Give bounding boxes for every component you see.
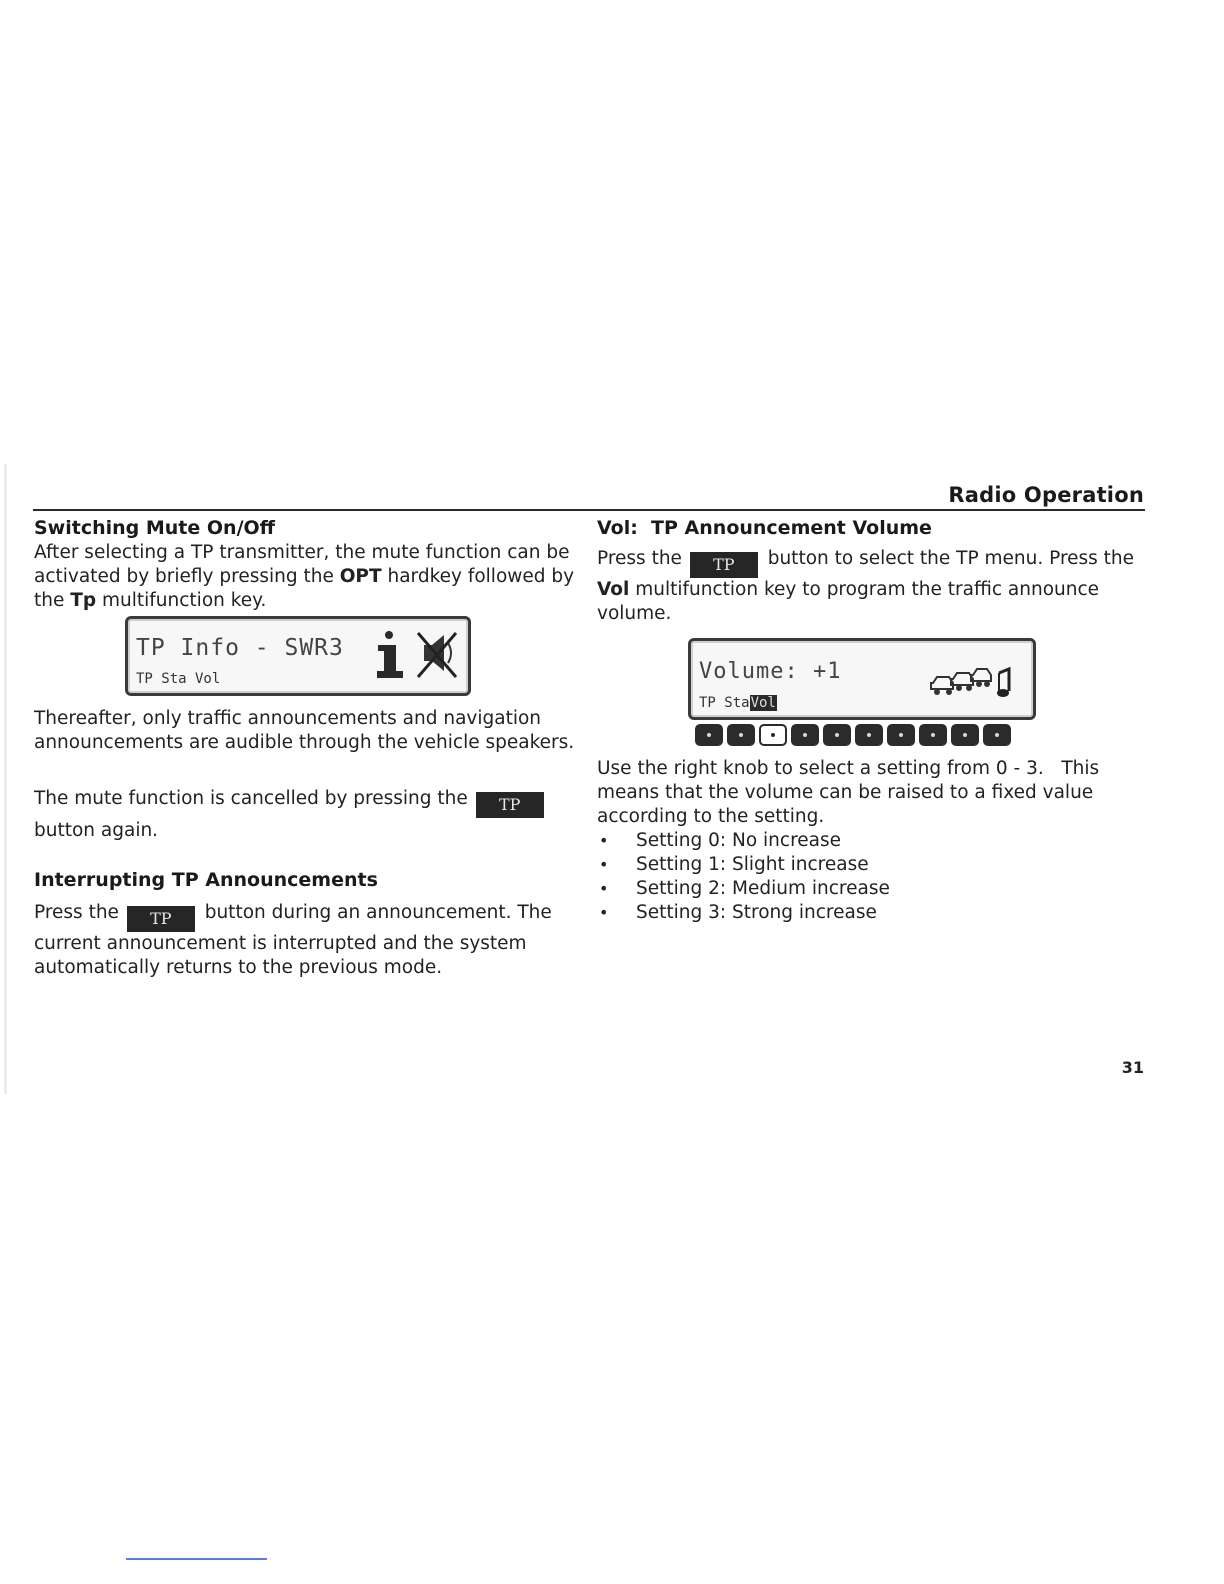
list-item: • Setting 1: Slight increase bbox=[597, 853, 1147, 877]
multifunction-key-3-selected[interactable] bbox=[759, 724, 787, 746]
vol-press: Press the bbox=[597, 548, 682, 569]
multifunction-key-2[interactable] bbox=[727, 724, 755, 746]
multifunction-key-6[interactable] bbox=[855, 724, 883, 746]
cancel-text-1: The mute function is cancelled by pressing the bbox=[34, 788, 468, 809]
section-title: Radio Operation bbox=[948, 483, 1144, 507]
traffic-cars-music-icon bbox=[929, 665, 1019, 705]
multifunction-key-9[interactable] bbox=[951, 724, 979, 746]
vol-heading: Vol: TP Announcement Volume bbox=[597, 517, 932, 539]
right-column bbox=[597, 515, 1157, 626]
mute-after-text: Thereafter, only traffic announcements and navigation announcements are audible through the vehicle speakers. bbox=[34, 708, 575, 753]
interrupt-rest: button during an announcement. The current announcement is interrupted and the system automatically returns to the previous mode. bbox=[34, 902, 552, 978]
multifunction-key-10[interactable] bbox=[983, 724, 1011, 746]
scan-edge bbox=[4, 464, 7, 1094]
lcd-sub-prefix: TP Sta bbox=[699, 695, 750, 711]
mute-heading: Switching Mute On/Off bbox=[34, 517, 276, 539]
mute-intro-3: multifunction key. bbox=[96, 590, 267, 611]
mute-cancel-text bbox=[34, 786, 579, 844]
left-column-lower bbox=[34, 707, 579, 980]
lcd-sub-selected: Vol bbox=[750, 695, 776, 711]
cancel-text-2: button again. bbox=[34, 820, 159, 841]
lcd-sub-text: TP Sta Vol bbox=[136, 671, 221, 687]
interrupt-press: Press the bbox=[34, 902, 119, 923]
tp-info-display bbox=[125, 616, 471, 696]
tp-key: Tp bbox=[70, 590, 97, 611]
tp-button[interactable]: TP bbox=[127, 906, 195, 932]
vol-text-2: multifunction key to program the traffic announce volume. bbox=[597, 579, 1100, 624]
multifunction-key-4[interactable] bbox=[791, 724, 819, 746]
list-item: • Setting 3: Strong increase bbox=[597, 901, 1147, 925]
list-item: • Setting 0: No increase bbox=[597, 829, 1147, 853]
interrupt-heading: Interrupting TP Announcements bbox=[34, 869, 378, 891]
multifunction-key-row bbox=[695, 724, 1011, 746]
page-number: 31 bbox=[1121, 1058, 1144, 1077]
opt-key: OPT bbox=[339, 566, 382, 587]
list-item: • Setting 2: Medium increase bbox=[597, 877, 1147, 901]
interrupt-text bbox=[34, 901, 579, 980]
header-rule bbox=[33, 509, 1145, 511]
tp-button[interactable]: TP bbox=[690, 552, 758, 578]
mute-intro-2: hardkey followed by the bbox=[34, 566, 575, 611]
vol-text-1: button to select the TP menu. Press the bbox=[767, 548, 1135, 569]
vol-intro bbox=[597, 547, 1137, 626]
vol-setting-text: Use the right knob to select a setting from 0 - 3. This means that the volume can be raised to a fixed value according to the setting. bbox=[597, 758, 1106, 827]
multifunction-key-1[interactable] bbox=[695, 724, 723, 746]
settings-list bbox=[597, 829, 1147, 925]
multifunction-key-8[interactable] bbox=[919, 724, 947, 746]
volume-display bbox=[688, 638, 1036, 720]
mute-intro bbox=[34, 541, 579, 613]
muted-speaker-icon bbox=[414, 625, 458, 689]
right-column-lower bbox=[597, 757, 1147, 925]
left-column bbox=[34, 515, 579, 613]
lcd-volume-text: Volume: +1 bbox=[699, 659, 842, 684]
mute-intro-1: After selecting a TP transmitter, the mute function can be activated by briefly pressing the bbox=[34, 542, 570, 587]
lcd-sub-menu bbox=[699, 695, 777, 711]
info-icon bbox=[373, 627, 407, 687]
multifunction-key-7[interactable] bbox=[887, 724, 915, 746]
footer-line bbox=[126, 1558, 267, 1560]
tp-button[interactable]: TP bbox=[476, 792, 544, 818]
lcd-main-text: TP Info - SWR3 bbox=[136, 635, 344, 661]
multifunction-key-5[interactable] bbox=[823, 724, 851, 746]
vol-key: Vol bbox=[597, 579, 630, 600]
